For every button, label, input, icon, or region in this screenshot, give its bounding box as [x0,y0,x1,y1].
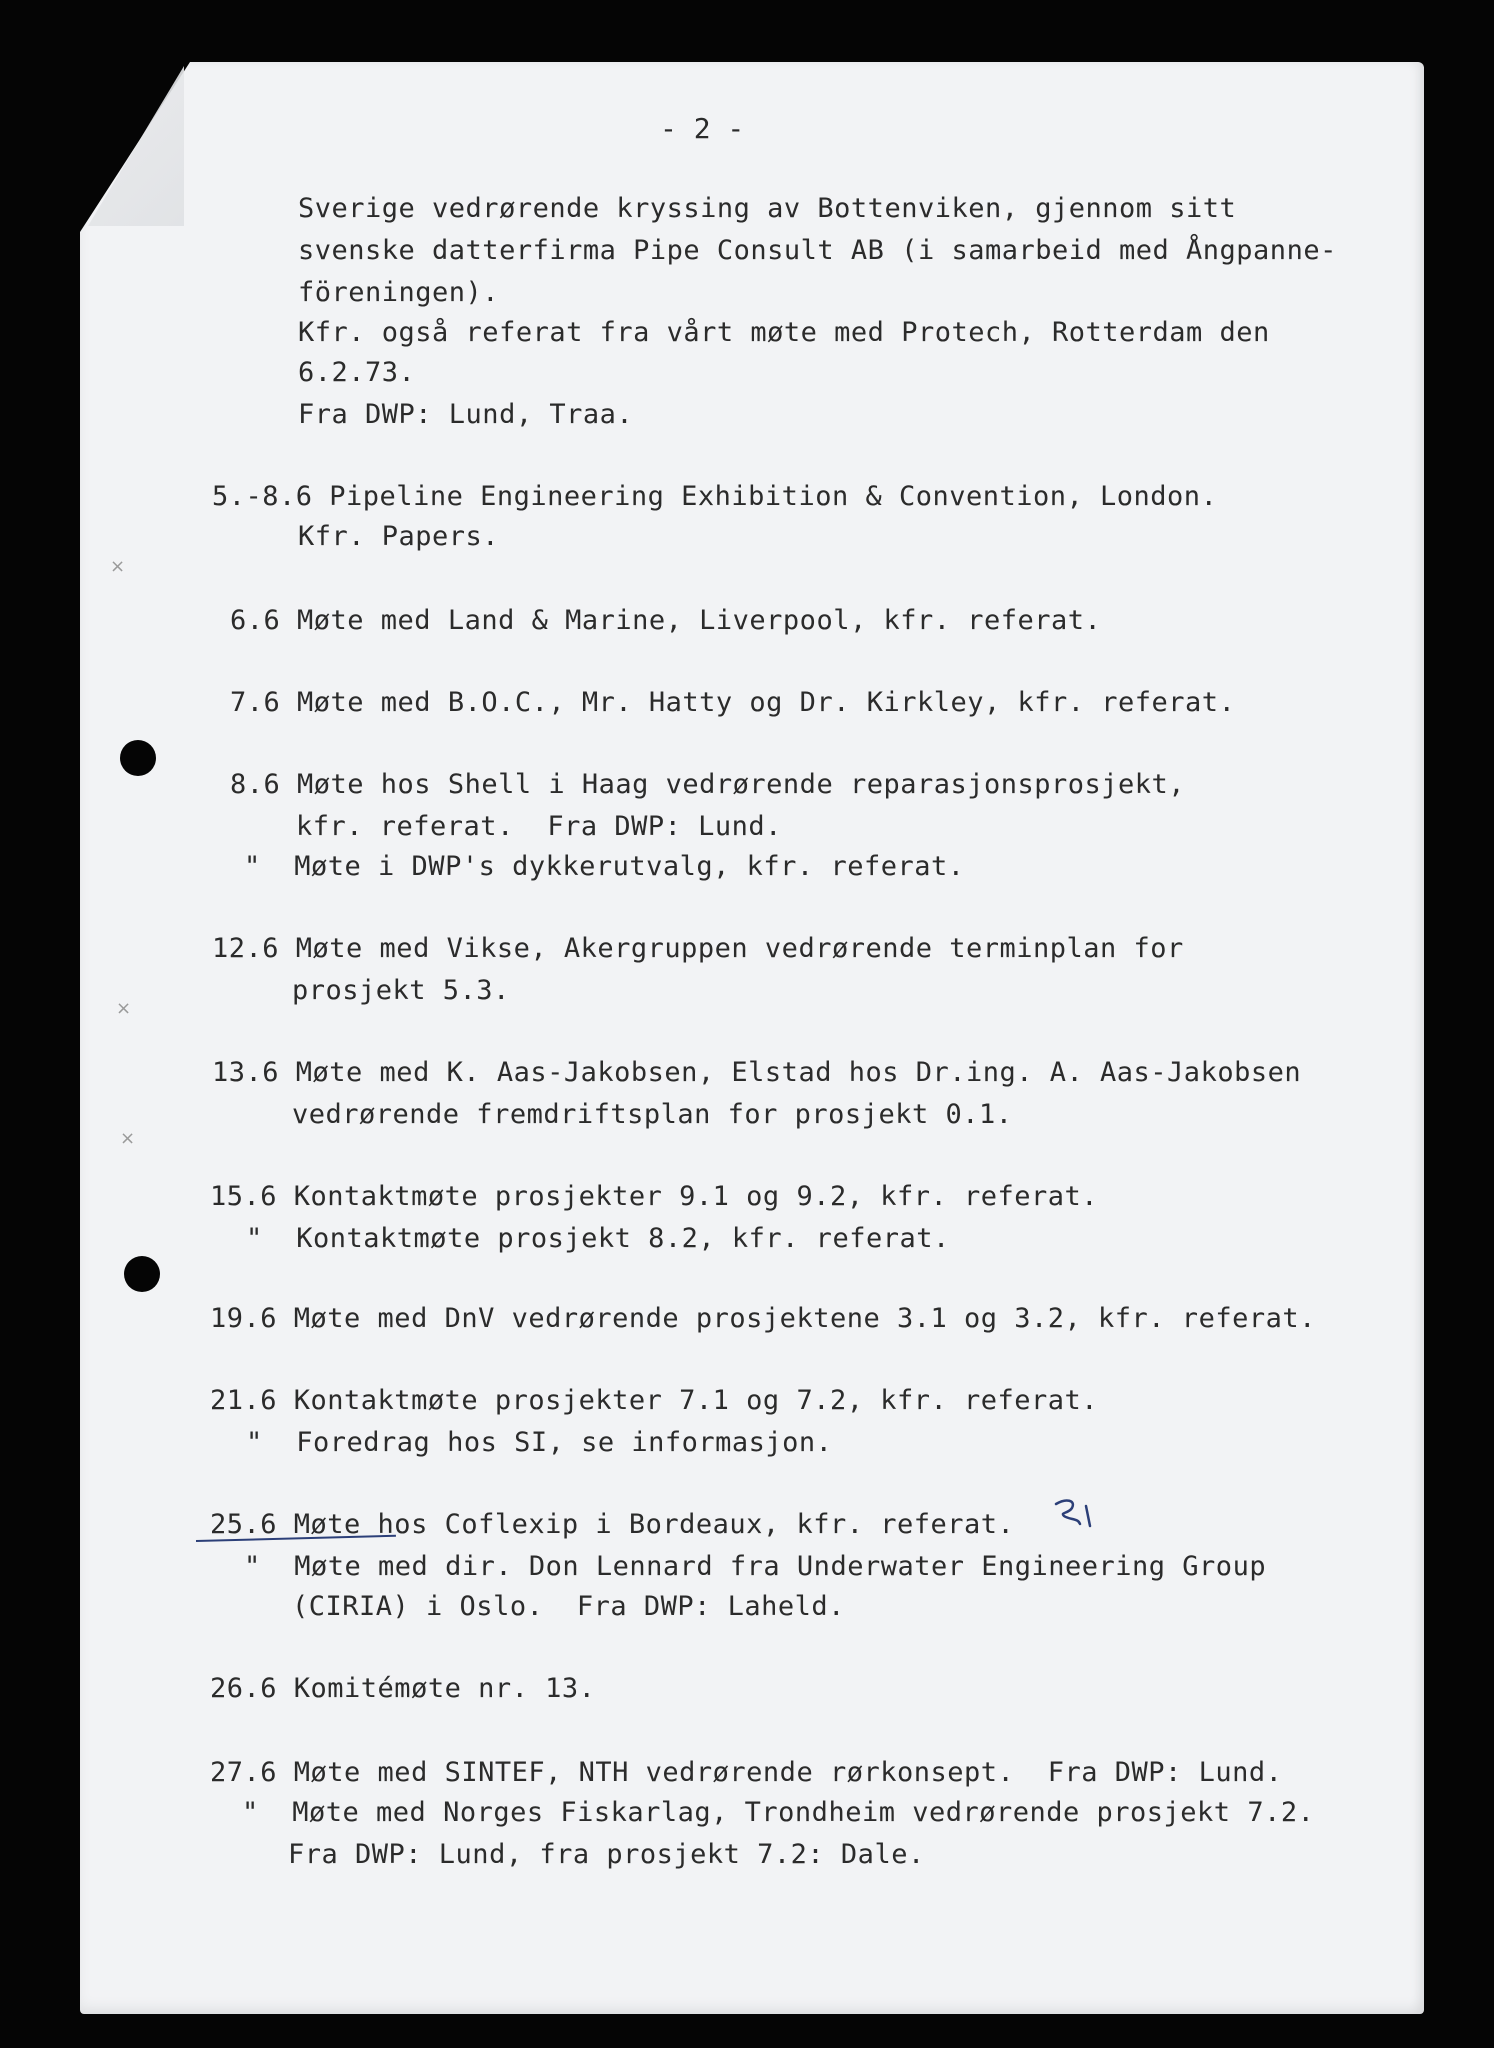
ditto-entry: " Møte i DWP's dykkerutvalg, kfr. referat. [244,851,965,882]
agenda-entry: 25.6 Møte hos Coflexip i Bordeaux, kfr. referat. [210,1509,1015,1540]
margin-x-mark: × [116,998,132,1019]
agenda-entry: 27.6 Møte med SINTEF, NTH vedrørende rørkonsept. Fra DWP: Lund. [210,1757,1283,1788]
text-line: Kfr. Papers. [298,521,500,552]
text-line: kfr. referat. Fra DWP: Lund. [296,811,782,842]
text-line: Kfr. også referat fra vårt møte med Protech, Rotterdam den [298,317,1270,348]
agenda-entry: 6.6 Møte med Land & Marine, Liverpool, kfr. referat. [230,605,1102,636]
agenda-entry: 8.6 Møte hos Shell i Haag vedrørende reparasjonsprosjekt, [230,769,1186,800]
page-number: - 2 - [660,112,745,145]
agenda-entry: 13.6 Møte med K. Aas-Jakobsen, Elstad hos Dr.ing. A. Aas-Jakobsen [212,1057,1302,1088]
ditto-entry: " Kontaktmøte prosjekt 8.2, kfr. referat. [246,1223,950,1254]
document-page [80,62,1424,2014]
agenda-entry: 7.6 Møte med B.O.C., Mr. Hatty og Dr. Kirkley, kfr. referat. [230,687,1236,718]
text-line: Fra DWP: Lund, Traa. [298,399,634,430]
agenda-entry: 5.-8.6 Pipeline Engineering Exhibition & Convention, London. [212,481,1218,512]
agenda-entry: 15.6 Kontaktmøte prosjekter 9.1 og 9.2, kfr. referat. [210,1181,1099,1212]
handwritten-initials-icon [1050,1494,1106,1534]
margin-x-mark: × [120,1128,136,1149]
text-line: svenske datterfirma Pipe Consult AB (i samarbeid med Ångpanne- [298,235,1337,266]
text-line: Fra DWP: Lund, fra prosjekt 7.2: Dale. [288,1839,925,1870]
text-line: (CIRIA) i Oslo. Fra DWP: Laheld. [292,1591,845,1622]
ditto-entry: " Møte med dir. Don Lennard fra Underwater Engineering Group [244,1551,1267,1582]
agenda-entry: 21.6 Kontaktmøte prosjekter 7.1 og 7.2, kfr. referat. [210,1385,1099,1416]
ditto-entry: " Foredrag hos SI, se informasjon. [246,1427,833,1458]
text-line: vedrørende fremdriftsplan for prosjekt 0.1. [292,1099,1013,1130]
punch-hole-bottom [124,1256,160,1292]
agenda-entry: 19.6 Møte med DnV vedrørende prosjektene 3.1 og 3.2, kfr. referat. [210,1303,1316,1334]
margin-x-mark: × [110,556,126,577]
punch-hole-top [120,740,156,776]
ditto-entry: " Møte med Norges Fiskarlag, Trondheim vedrørende prosjekt 7.2. [242,1797,1315,1828]
agenda-entry: 26.6 Komitémøte nr. 13. [210,1673,596,1704]
agenda-entry: 12.6 Møte med Vikse, Akergruppen vedrørende terminplan for [212,933,1184,964]
text-line: prosjekt 5.3. [292,975,510,1006]
text-line: Sverige vedrørende kryssing av Bottenviken, gjennom sitt [298,193,1237,224]
text-line: föreningen). [298,277,500,308]
text-line: 6.2.73. [298,357,416,388]
